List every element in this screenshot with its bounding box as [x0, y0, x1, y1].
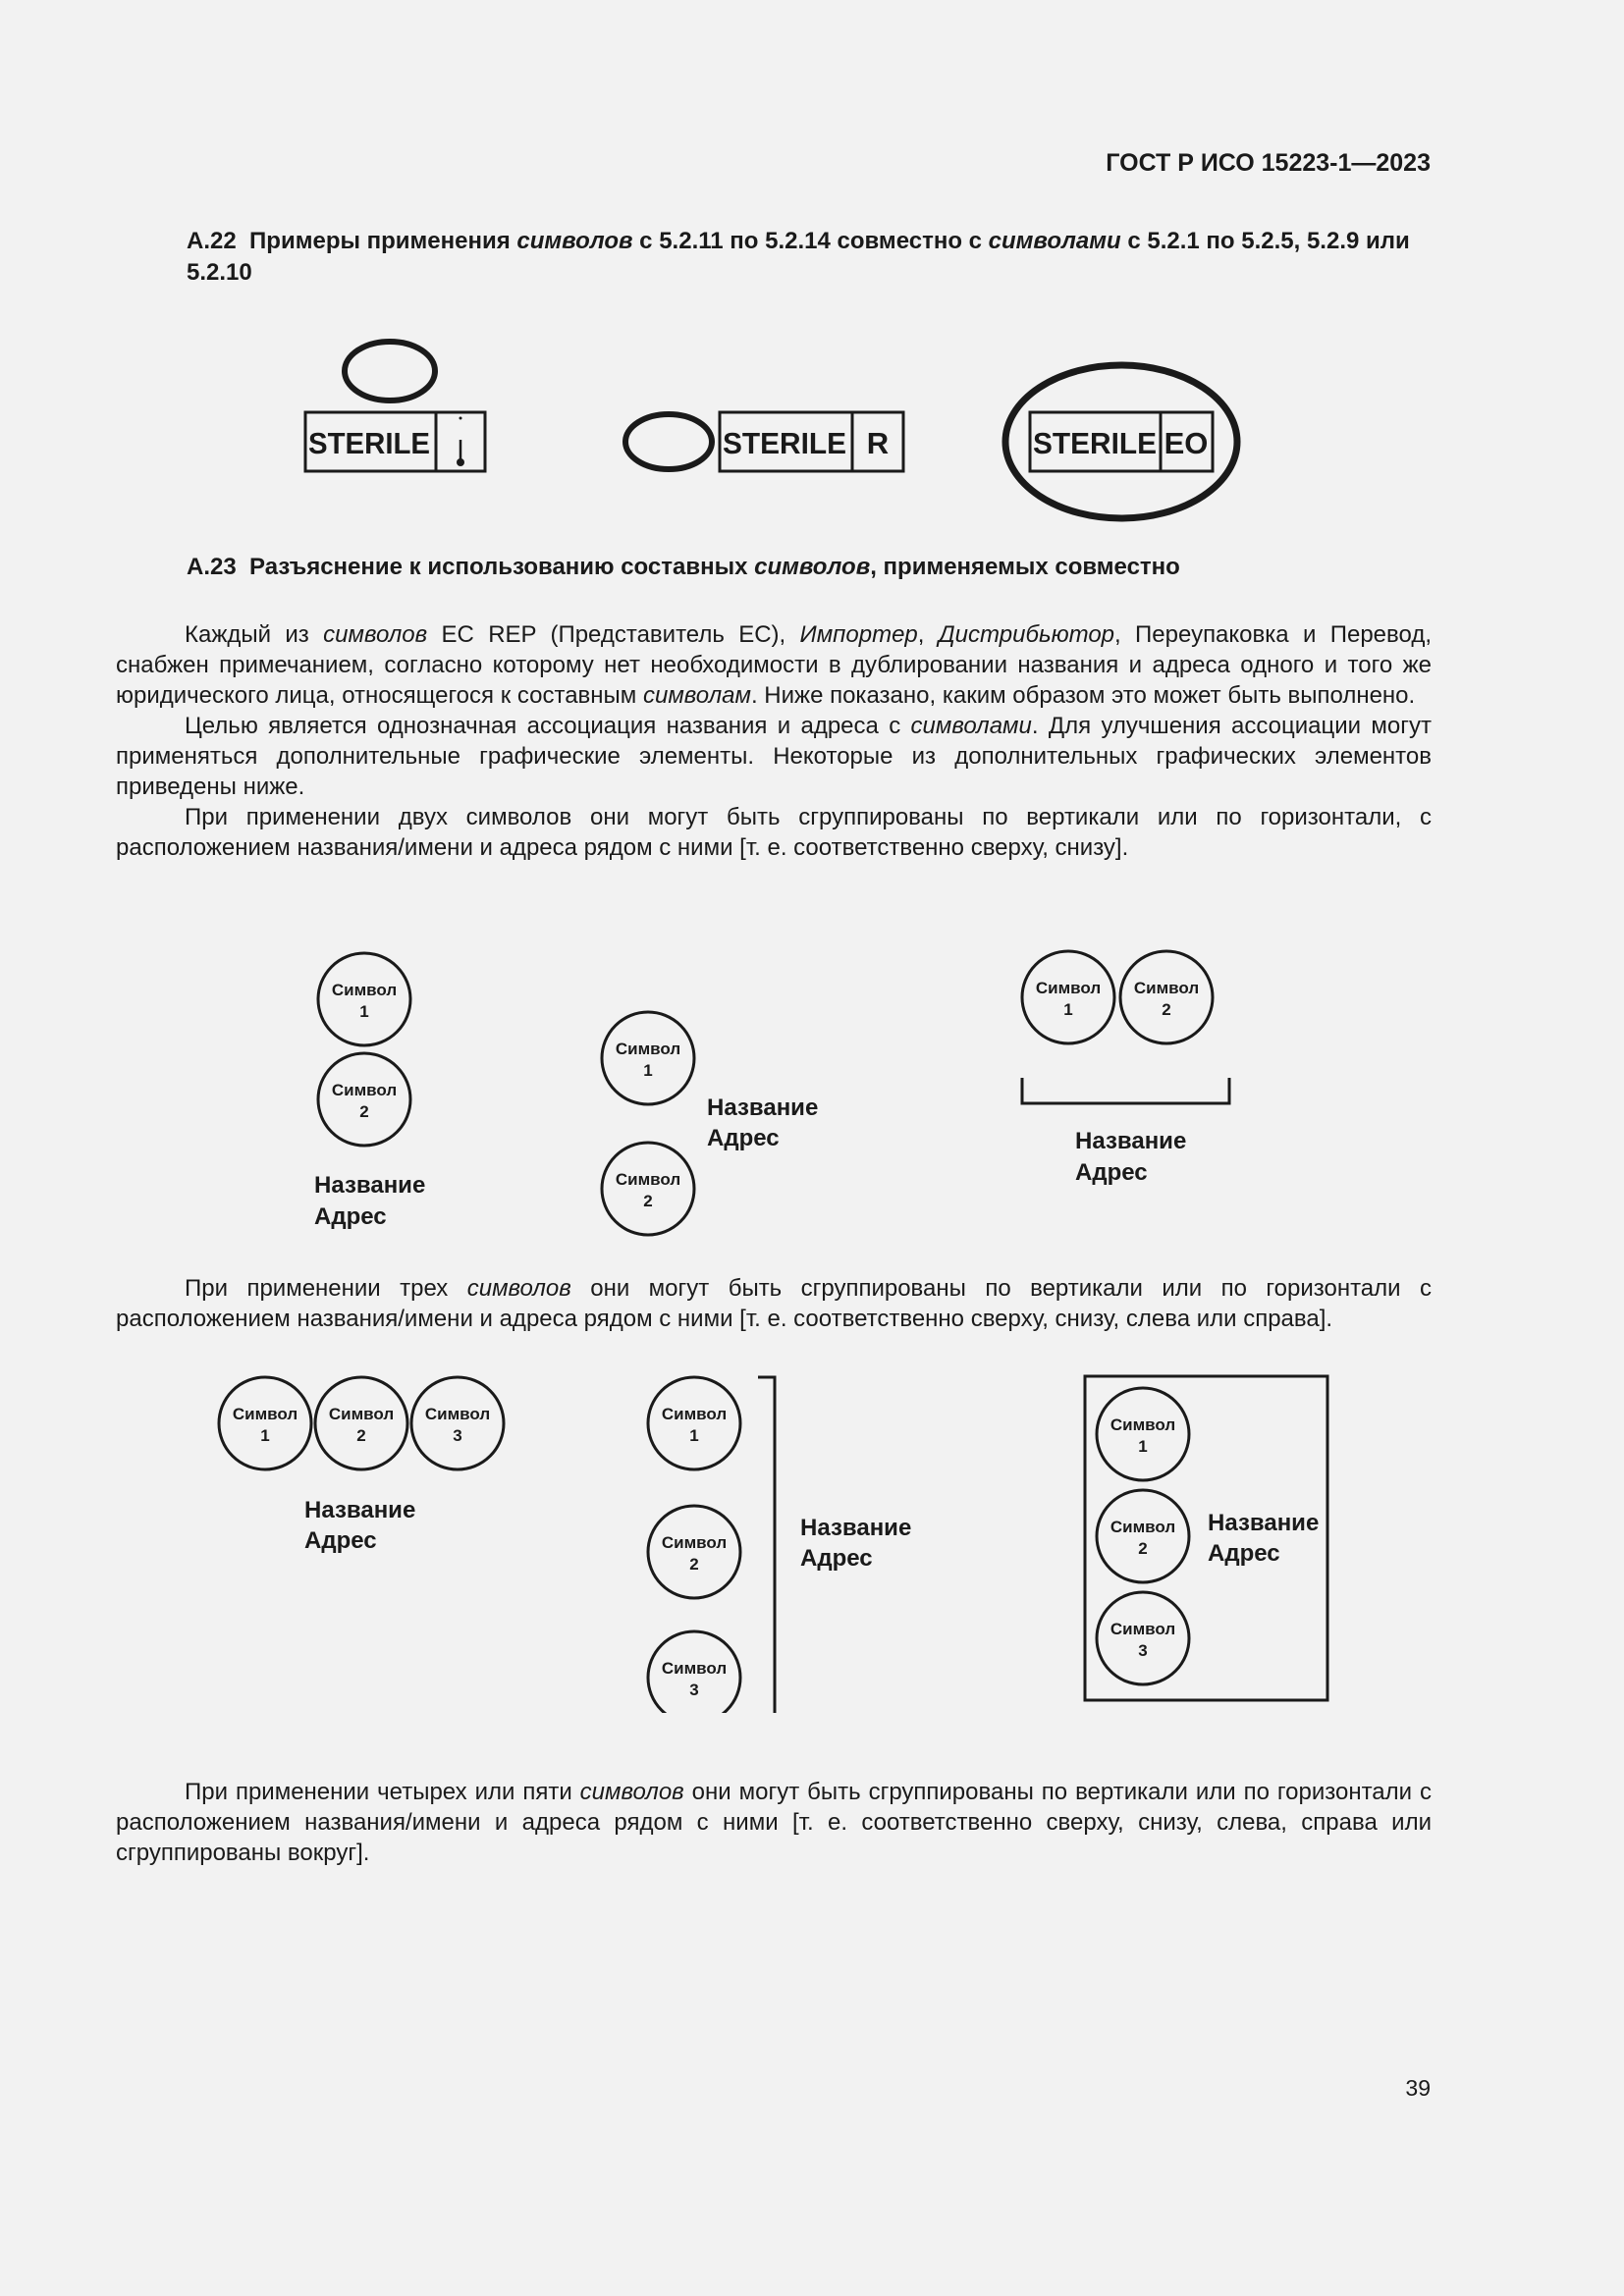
paragraphs-intro — [116, 619, 1432, 863]
svg-text:Символ: Символ — [331, 981, 398, 999]
svg-text:Символ: Символ — [424, 1405, 491, 1423]
symbol-circle — [318, 1053, 410, 1146]
name-label: Название — [1208, 1510, 1320, 1536]
symbol-circle — [315, 1377, 407, 1469]
svg-text:Символ: Символ — [661, 1533, 728, 1552]
svg-text:Символ: Символ — [232, 1405, 298, 1423]
address-label: Адрес — [800, 1545, 873, 1572]
svg-text:Символ: Символ — [1110, 1518, 1176, 1536]
paragraph: При применении трех символов они могут быть сгруппированы по вертикали или по горизонтали с расположением названия/имени и адреса рядом с ними [т. е. соответственно сверху, снизу, слева или справа]. — [116, 1275, 1432, 1332]
svg-text:Символ: Символ — [1133, 979, 1200, 997]
three-symbol-horizontal-example — [219, 1377, 504, 1554]
paragraph: При применении четырех или пяти символов они могут быть сгруппированы по вертикали или по горизонтали с расположением названия/имени и адреса рядом с ними [т. е. соответственно сверху, снизу, слева, справа или сгруппированы вокруг]. — [116, 1779, 1432, 1866]
sterile-label: STERILE — [1033, 426, 1157, 460]
section-number: A.22 — [187, 228, 237, 254]
symbol-circle — [318, 953, 410, 1045]
symbol-circle — [648, 1506, 740, 1598]
section-number: A.23 — [187, 554, 237, 580]
section-a23-heading — [187, 552, 1432, 583]
name-label: Название — [304, 1497, 416, 1523]
two-symbol-side-label-example — [602, 1012, 818, 1235]
svg-text:2: 2 — [643, 1192, 653, 1210]
address-label: Адрес — [1075, 1159, 1148, 1186]
symbol-circle — [1097, 1490, 1189, 1582]
svg-text:1: 1 — [260, 1426, 270, 1445]
two-symbol-vertical-example — [314, 953, 425, 1230]
address-label: Адрес — [1208, 1540, 1280, 1567]
symbol-circle — [602, 1143, 694, 1235]
svg-text:2: 2 — [1138, 1539, 1148, 1558]
svg-text:3: 3 — [1138, 1641, 1148, 1660]
sterile-method-suffix: R — [866, 426, 890, 460]
sterile-label: STERILE — [723, 426, 846, 460]
ellipse-symbol-icon — [625, 414, 712, 469]
sterile-example-1 — [305, 342, 485, 471]
address-label: Адрес — [314, 1203, 387, 1230]
name-label: Название — [314, 1172, 426, 1199]
svg-text:2: 2 — [359, 1102, 369, 1121]
symbol-circle — [219, 1377, 311, 1469]
svg-text:1: 1 — [689, 1426, 699, 1445]
paragraph: Целью является однозначная ассоциация названия и адреса с символами. Для улучшения ассоциации могут применяться дополнительные графические элементы. Некоторые из дополнительных графических элементов приведены ниже. — [116, 713, 1432, 800]
document-header: ГОСТ Р ИСО 15223-1—2023 — [1106, 149, 1431, 177]
svg-text:Символ: Символ — [615, 1040, 681, 1058]
svg-text:1: 1 — [359, 1002, 369, 1021]
symbol-circle — [1120, 951, 1213, 1043]
page-number: 39 — [1405, 2075, 1431, 2101]
svg-text:1: 1 — [643, 1061, 653, 1080]
sterile-label: STERILE — [308, 426, 430, 460]
paragraphs-four-five-symbols — [116, 1777, 1432, 1868]
symbol-circle — [602, 1012, 694, 1104]
svg-text:1: 1 — [1063, 1000, 1073, 1019]
sterile-examples-figure — [285, 334, 1257, 530]
symbol-circle — [648, 1377, 740, 1469]
section-a22-heading — [187, 226, 1432, 289]
svg-text:Символ: Символ — [1035, 979, 1102, 997]
name-label: Название — [707, 1095, 819, 1121]
sterile-method-suffix: EO — [1164, 426, 1209, 460]
svg-text:Символ: Символ — [661, 1405, 728, 1423]
thermometer-icon — [457, 417, 464, 467]
address-label: Адрес — [304, 1527, 377, 1554]
name-label: Название — [800, 1515, 912, 1541]
symbol-circle — [1022, 951, 1114, 1043]
svg-text:2: 2 — [689, 1555, 699, 1574]
svg-text:Символ: Символ — [1110, 1620, 1176, 1638]
two-symbol-diagrams — [285, 942, 1267, 1237]
svg-text:1: 1 — [1138, 1437, 1148, 1456]
svg-text:3: 3 — [453, 1426, 462, 1445]
three-symbol-boxed-example — [1085, 1376, 1327, 1700]
svg-text:Символ: Символ — [661, 1659, 728, 1678]
svg-text:Символ: Символ — [615, 1170, 681, 1189]
paragraphs-three-symbols — [116, 1273, 1432, 1334]
three-symbol-vertical-bracket-example — [648, 1377, 911, 1713]
svg-text:Символ: Символ — [328, 1405, 395, 1423]
svg-text:Символ: Символ — [331, 1081, 398, 1099]
name-label: Название — [1075, 1128, 1187, 1154]
symbol-circle — [411, 1377, 504, 1469]
grouping-bracket — [758, 1377, 775, 1713]
svg-text:Символ: Символ — [1110, 1415, 1176, 1434]
ellipse-symbol-icon — [345, 342, 435, 400]
symbol-circle — [1097, 1388, 1189, 1480]
paragraph: При применении двух символов они могут быть сгруппированы по вертикали или по горизонтали, с расположением названия/имени и адреса рядом с ними [т. е. соответственно сверху, снизу]. — [116, 804, 1432, 861]
svg-text:2: 2 — [1162, 1000, 1171, 1019]
grouping-bracket — [1022, 1078, 1229, 1103]
symbol-circle — [1097, 1592, 1189, 1684]
three-symbol-diagrams — [206, 1369, 1355, 1713]
svg-text:2: 2 — [356, 1426, 366, 1445]
section-title: Разъяснение к использованию составных символов, применяемых совместно — [249, 554, 1180, 580]
sterile-example-2 — [625, 412, 903, 471]
two-symbol-horizontal-example — [1022, 951, 1229, 1186]
svg-text:3: 3 — [689, 1681, 699, 1699]
address-label: Адрес — [707, 1125, 780, 1151]
paragraph: Каждый из символов EC REP (Представитель ЕС), Импортер, Дистрибьютор, Переупаковка и Перевод, снабжен примечанием, согласно которому нет необходимости в дублировании названия и адреса одного и того же юридического лица, относящегося к составным символам. Ниже показано, каким образом это может быть выполнено. — [116, 621, 1432, 709]
section-title: Примеры применения символов с 5.2.11 по 5.2.14 совместно с символами с 5.2.1 по 5.2.5, 5.2.9 или 5.2.10 — [187, 228, 1410, 286]
symbol-circle — [648, 1631, 740, 1713]
sterile-example-3 — [1005, 365, 1237, 518]
